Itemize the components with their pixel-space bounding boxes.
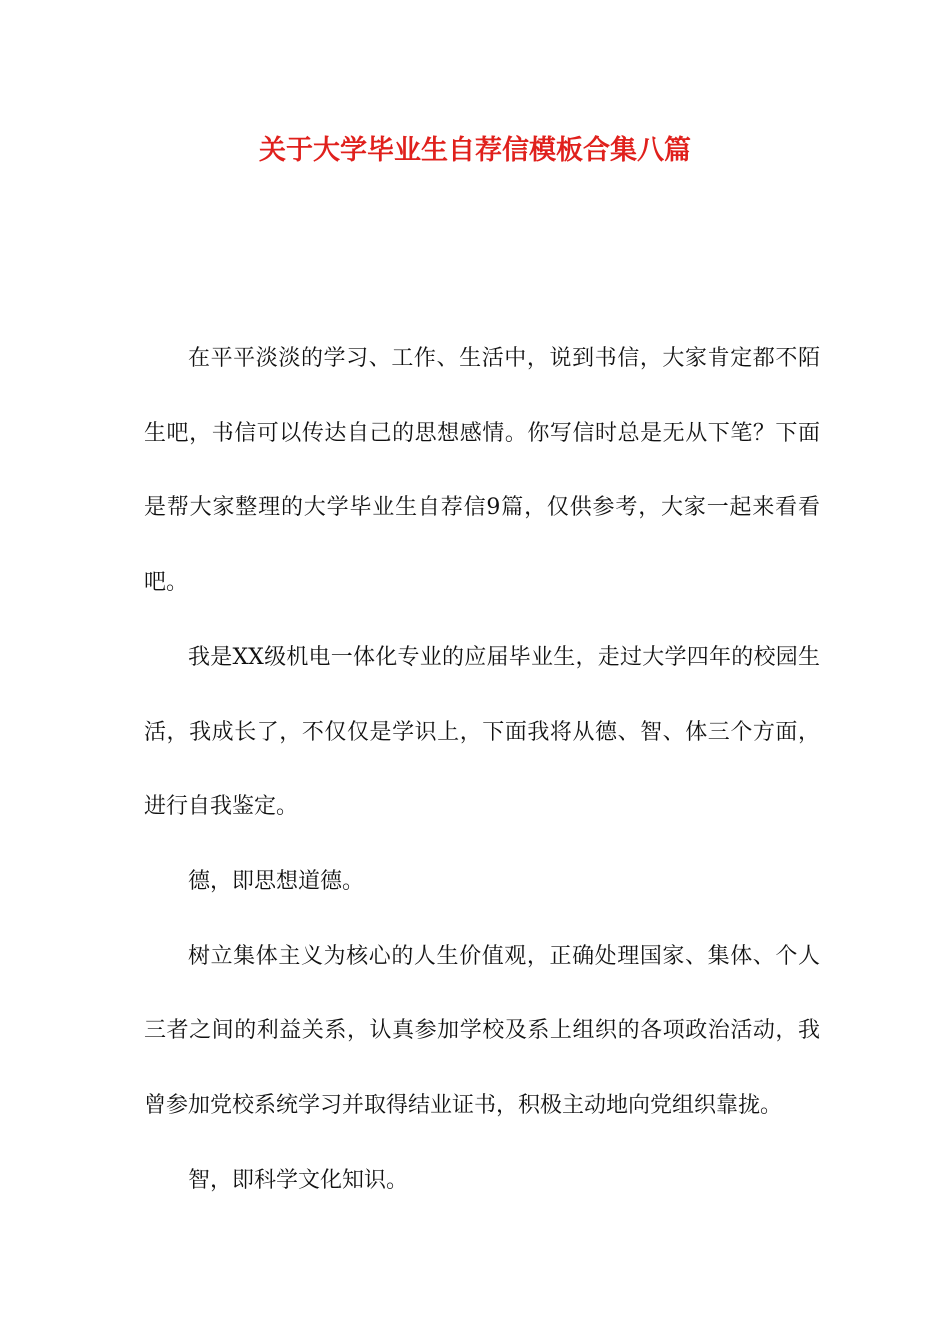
- paragraph-intro: 在平平淡淡的学习、工作、生活中，说到书信，大家肯定都不陌生吧，书信可以传达自己的思想感情。你写信时总是无从下笔？下面是帮大家整理的大学毕业生自荐信9篇，仅供参考，大家一起来看看吧。: [144, 346, 820, 596]
- paragraph-morality-heading: 德，即思想道德。: [188, 868, 365, 894]
- paragraph-self-introduction: 我是XX级机电一体化专业的应届毕业生，走过大学四年的校园生活，我成长了，不仅仅是学识上，下面我将从德、智、体三个方面，进行自我鉴定。: [144, 644, 820, 820]
- document-title: 关于大学毕业生自荐信模板合集八篇: [259, 135, 691, 166]
- document-body: [144, 322, 820, 1218]
- paragraph-intellect-heading: 智，即科学文化知识。: [188, 1167, 409, 1193]
- paragraph-morality-detail: 树立集体主义为核心的人生价值观，正确处理国家、集体、个人三者之间的利益关系，认真参加学校及系上组织的各项政治活动，我曾参加党校系统学习并取得结业证书，积极主动地向党组织靠拢。: [144, 943, 820, 1119]
